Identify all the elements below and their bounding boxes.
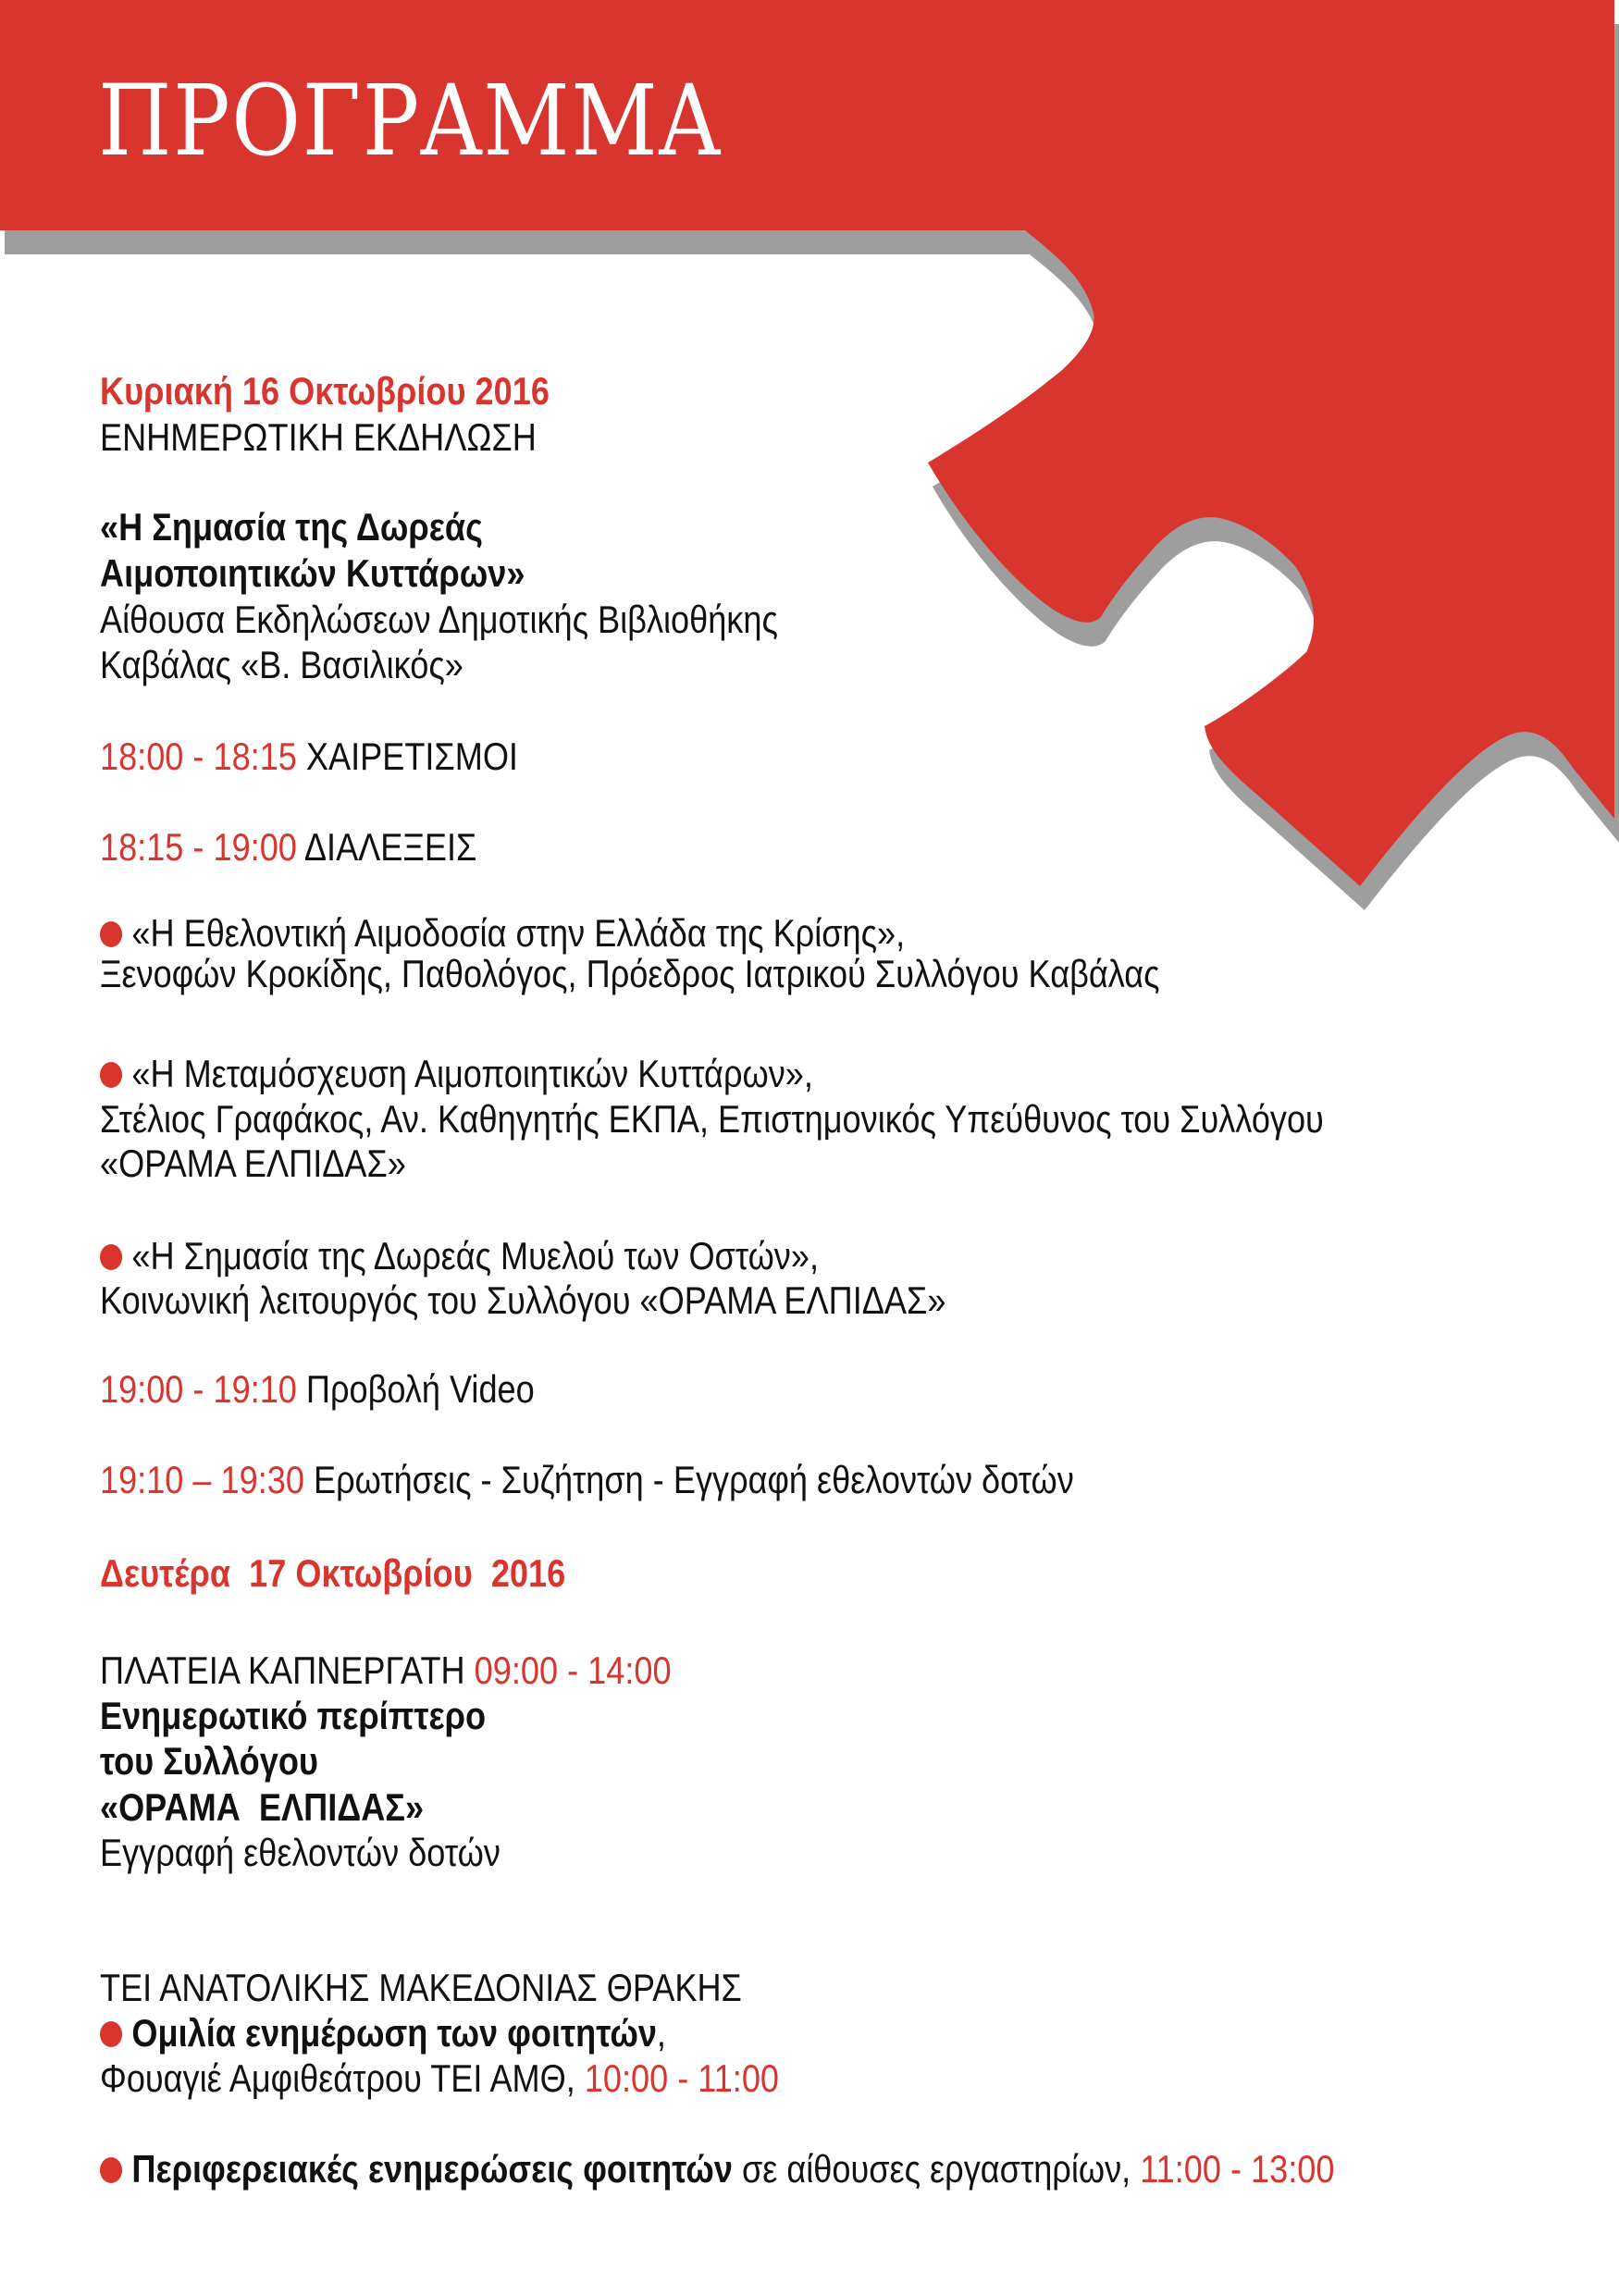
page-title: ΠΡΟΓΡΑΜΜΑ: [98, 64, 722, 178]
regional-briefings: [100, 2147, 1334, 2191]
location-label: ΠΛΑΤΕΙΑ ΚΑΠΝΕΡΓΑΤΗ: [100, 1648, 465, 1692]
talk-venue: [100, 2056, 779, 2101]
schedule-item-video: [100, 1367, 535, 1412]
lecture-speaker: «ΟΡΑΜΑ ΕΛΠΙΔΑΣ»: [100, 1142, 406, 1185]
talk-time: 10:00 - 11:00: [584, 2056, 780, 2100]
regional-time: 11:00 - 13:00: [1140, 2147, 1335, 2191]
lecture-title-text: «Η Σημασία της Δωρεάς Μυελού των Οστών»,: [131, 1234, 819, 1278]
location-time: 09:00 - 14:00: [474, 1648, 672, 1692]
bullet-icon: [100, 2021, 122, 2047]
schedule-item-discussion: [100, 1458, 1074, 1502]
lecture-speaker: Στέλιος Γραφάκος, Αν. Καθηγητής ΕΚΠΑ, Επιστημονικός Υπεύθυνος του Συλλόγου: [100, 1097, 1324, 1141]
schedule-label: Προβολή Video: [305, 1367, 535, 1411]
lecture-title: [100, 911, 905, 956]
schedule-label: ΧΑΙΡΕΤΙΣΜΟΙ: [305, 734, 518, 778]
day2-location-square: [100, 1648, 672, 1693]
talk-title-comma: ,: [656, 2011, 666, 2055]
regional-rest: σε αίθουσες εργαστηρίων,: [732, 2147, 1141, 2191]
schedule-label: Ερωτήσεις - Συζήτηση - Εγγραφή εθελοντών δοτών: [303, 1458, 1074, 1501]
lecture-title: [100, 1052, 813, 1096]
talk-title-text: Ομιλία ενημέρωση των φοιτητών: [131, 2011, 657, 2055]
schedule-item-greetings: [100, 734, 518, 779]
day1-venue-line1: Αίθουσα Εκδηλώσεων Δημοτικής Βιβλιοθήκης: [100, 598, 778, 641]
lecture-title-text: «Η Μεταμόσχευση Αιμοποιητικών Κυττάρων»,: [131, 1052, 813, 1095]
schedule-time: 18:00 - 18:15: [100, 734, 297, 778]
schedule-time: 19:00 - 19:10: [100, 1367, 297, 1411]
schedule-time: 18:15 - 19:00: [100, 825, 297, 869]
talk-venue-text: Φουαγιέ Αμφιθεάτρου ΤΕΙ ΑΜΘ,: [100, 2056, 585, 2100]
kiosk-line4: Εγγραφή εθελοντών δοτών: [100, 1831, 501, 1874]
bullet-icon: [100, 2157, 122, 2183]
lecture-speaker: Κοινωνική λειτουργός του Συλλόγου «ΟΡΑΜΑ ΕΛΠΙΔΑΣ»: [100, 1278, 946, 1322]
day2-location-tei: ΤΕΙ ΑΝΑΤΟΛΙΚΗΣ ΜΑΚΕΔΟΝΙΑΣ ΘΡΑΚΗΣ: [100, 1966, 742, 2009]
day1-event-type: ΕΝΗΜΕΡΩΤΙΚΗ ΕΚΔΗΛΩΣΗ: [100, 415, 537, 459]
schedule-label: ΔΙΑΛΕΞΕΙΣ: [303, 825, 477, 869]
schedule-item-lectures: [100, 825, 476, 870]
bullet-icon: [100, 921, 122, 947]
kiosk-line2: του Συλλόγου: [100, 1739, 318, 1783]
day1-event-title-line2: Αιμοποιητικών Κυττάρων»: [100, 551, 525, 595]
kiosk-line1: Ενημερωτικό περίπτερο: [100, 1694, 487, 1737]
lecture-speaker: Ξενοφών Κροκίδης, Παθολόγος, Πρόεδρος Ιατρικού Συλλόγου Καβάλας: [100, 952, 1160, 995]
day1-venue-line2: Καβάλας «Β. Βασιλικός»: [100, 643, 463, 686]
schedule-time: 19:10 – 19:30: [100, 1458, 304, 1501]
bullet-icon: [100, 1244, 122, 1270]
talk-title: [100, 2011, 666, 2055]
day1-event-title-line1: «Η Σημασία της Δωρεάς: [100, 505, 483, 549]
day2-date: Δευτέρα 17 Οκτωβρίου 2016: [100, 1551, 566, 1595]
day1-date: Κυριακή 16 Οκτωβρίου 2016: [100, 369, 550, 413]
lecture-title: [100, 1234, 819, 1278]
lecture-title-text: «Η Εθελοντική Αιμοδοσία στην Ελλάδα της Κρίσης»,: [131, 911, 906, 955]
kiosk-line3: «ΟΡΑΜΑ ΕΛΠΙΔΑΣ»: [100, 1785, 425, 1829]
regional-title: Περιφερειακές ενημερώσεις φοιτητών: [131, 2147, 733, 2191]
bullet-icon: [100, 1062, 122, 1088]
